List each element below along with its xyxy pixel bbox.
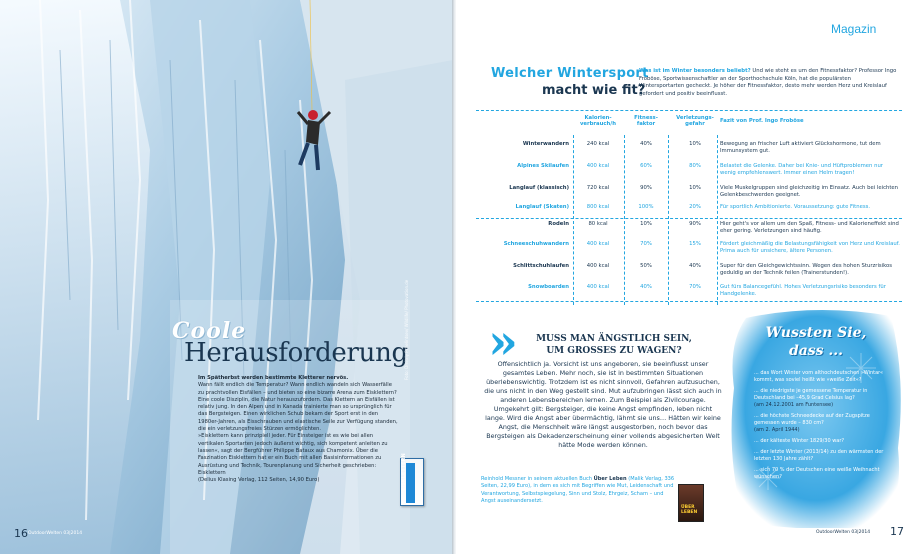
calories-cell: 720 kcal (586, 185, 610, 191)
footer-left: OutdoorWelten 03|2014 (28, 531, 83, 536)
fitness-cell: 10% (640, 221, 652, 227)
right-page (456, 0, 910, 554)
injury-cell: 10% (689, 185, 701, 191)
header-fazit: Fazit von Prof. Ingo Froböse (720, 118, 804, 124)
row-separator (476, 218, 902, 219)
quote-caption-author: Reinhold Messner in seinem aktuellen Buch (481, 476, 593, 482)
fact-answer: (am 24.12.2001 am Funtensee) (754, 402, 834, 408)
intro-question: Was ist im Winter besonders beliebt? (639, 68, 751, 74)
headline-kicker: Coole (172, 318, 247, 344)
injury-cell: 20% (689, 204, 701, 210)
intro-text: Und wie steht es um den Fitnessfaktor? Professor Ingo Froböse, Sportwissenschaftler an der Sporthochschule Köln, hat die populärsten Wintersportarten gecheckt. Je höher der Fitnessfaktor, desto mehr werden Herz und Kreislauf gefordert und positiv beeinflusst. (639, 68, 897, 97)
fact-item (754, 467, 884, 481)
verdict-cell: Viele Muskelgruppen sind gleichzeitig im Einsatz. Auch bei leichten Gelenkbeschwerden geeignet. (720, 185, 899, 198)
footer-right: OutdoorWelten 03|2014 (816, 530, 871, 535)
article-body (198, 375, 398, 484)
fitness-cell: 40% (640, 141, 652, 147)
sport-name: Langlauf (klassisch) (509, 185, 569, 191)
table-title-line-1: Welcher Wintersport (491, 66, 649, 81)
fact-item (754, 438, 884, 445)
sport-name: Schlittschuhlaufen (513, 263, 569, 269)
fact-item (754, 413, 884, 434)
fact-item (754, 449, 884, 463)
fact-question: ... der kälteste Winter 1829/30 war? (754, 438, 845, 444)
fact-item (754, 370, 884, 384)
fact-question: ... der letzte Winter (2013/14) zu den wärmsten der letzten 130 Jahre zählt? (754, 449, 884, 462)
injury-cell: 10% (689, 141, 701, 147)
fact-box-title (746, 324, 886, 360)
fact-list (754, 370, 884, 485)
book-cover-title: EISKLETTERN (401, 453, 407, 491)
photo-credit: Foto: Dmitriy Pchelintsev/ Wildlife/ Photovation.de (404, 279, 409, 380)
quote-caption-book: Über Leben (593, 476, 627, 482)
sport-name: Schneeschuhwandern (503, 241, 569, 247)
quote-heading-line-2: UM GROSSES ZU WAGEN? (546, 346, 682, 356)
fitness-cell: 40% (640, 284, 652, 290)
quote-heading-line-1: MUSS MAN ÄNGSTLICH SEIN, (536, 334, 692, 344)
header-kcal: Kalorien- verbrauch/h (579, 115, 617, 128)
quote-mark-icon: » (488, 314, 518, 370)
article-lead: Im Spätherbst werden bestimmte Kletterer nervös. (198, 375, 349, 381)
fact-box-title-line-1: Wussten Sie, (765, 325, 867, 341)
column-divider (717, 135, 718, 305)
fact-question: ... das Wort Winter vom althochdeutschen »Wintar« kommt, was soviel heißt wie »weiße Zeit«? (754, 370, 884, 383)
fact-question: ... die höchste Schneedecke auf der Zugspitze gemessen wurde – 830 cm? (754, 413, 870, 426)
quote-caption-details: (Malik Verlag, 336 Seiten, 22,99 Euro), in dem es sich mit Begriffen wie Mut, Leidenschaft und Verantwortung, Selbstspiegelung, Sinn und Stolz, Ehrgeiz, Scham – und Angst auseinandersetzt. (481, 476, 675, 504)
injury-cell: 80% (689, 163, 701, 169)
column-divider (573, 135, 574, 305)
book-reference: (Delius Klasing Verlag, 112 Seiten, 14,90 Euro) (198, 477, 320, 484)
header-fitness: Fitness- faktor (634, 115, 658, 128)
calories-cell: 400 kcal (586, 263, 610, 269)
fitness-cell: 50% (640, 263, 652, 269)
sport-name: Snowboarden (528, 284, 569, 290)
injury-cell: 70% (689, 284, 701, 290)
page-number-right: 17 (890, 525, 904, 538)
quote-caption (481, 476, 677, 505)
sport-name: Langlauf (Skaten) (515, 204, 569, 210)
page-number-left: 16 (14, 527, 28, 540)
verdict-cell: Für sportlich Ambitionierte. Voraussetzung: gute Fitness. (720, 204, 871, 210)
book-cover-ueber-leben (678, 484, 704, 522)
quote-heading (534, 333, 694, 357)
fact-box-title-line-2: dass ... (788, 343, 844, 359)
table-bottom-border (476, 301, 902, 302)
fitness-cell: 100% (638, 204, 654, 210)
article-paragraph-2: Eine coole Disziplin, die Natur herauszufordern. Das Klettern an Eisfällen ist relativ jung. In den Alpen und in Kanada trainierte man so ursprünglich für das Bergsteigen. Einen wirklichen Schub bekam der Sport erst in den 1980er-Jahren, als Eisschrauben und elastische Seile zur Verfügung standen, die ein verletzungsfreies Stürzen ermöglichten. (198, 396, 398, 433)
fact-answer: (am 2. April 1944) (754, 427, 800, 433)
article-paragraph-3: »Eisklettern kann prinzipiell jeder. Für Einsteiger ist es wie bei allen vertikalen Sportarten jedoch äußerst wichtig, sich kompetent anleiten zu lassen«, sagt der Bergführer Philippe Bataux aus Chamonix. Über die Faszination Eisklettern hat er ein Buch mit allen Basisinformationen zu Ausrüstung und Technik, Tourenplanung und Sicherheit geschrieben: Eisklettern (198, 433, 388, 476)
section-label: Magazin (831, 22, 877, 36)
headline: Herausforderung (184, 338, 408, 368)
injury-cell: 15% (689, 241, 701, 247)
calories-cell: 400 kcal (586, 241, 610, 247)
book-cover-eisklettern (400, 453, 424, 506)
verdict-cell: Fördert gleichmäßig die Belastungsfähigkeit von Herz und Kreislauf. Prima auch für unsichere, ältere Personen. (720, 241, 900, 254)
verdict-cell: Gut fürs Balancegefühl. Hohes Verletzungsrisiko besonders für Handgelenke. (720, 284, 886, 297)
fitness-cell: 90% (640, 185, 652, 191)
column-divider (624, 135, 625, 305)
verdict-cell: Hier geht's vor allem um den Spaß, Fitness- und Kalorieneffekt sind eher gering. Verletzungen sind häufig. (720, 221, 899, 234)
verdict-cell: Super für den Gleichgewichtssinn. Wegen des hohen Sturzrisikos geduldig an der Technik feilen (Trainerstunden!). (720, 263, 893, 276)
table-intro (639, 68, 897, 98)
calories-cell: 80 kcal (588, 221, 608, 227)
wintersport-table (476, 110, 902, 302)
injury-cell: 40% (689, 263, 701, 269)
verdict-cell: Belastet die Gelenke. Daher bei Knie- und Hüftproblemen nur wenig empfehlenswert. Immer einen Helm tragen! (720, 163, 883, 176)
article-paragraph-1: Wann fällt endlich die Temperatur? Wann endlich wandeln sich Wasserfälle zu prachtvollen Eisfällen – und bieten so eine bizarre Arena zum Eisklettern? (198, 382, 397, 396)
fitness-cell: 70% (640, 241, 652, 247)
fact-question: ... die niedrigste je gemessene Temperatur in Deutschland bei –45,9 Grad Celsius lag? (754, 388, 868, 401)
header-injury: Verletzungs- gefahr (676, 115, 714, 128)
table-title-line-2: macht wie fit? (542, 83, 646, 98)
calories-cell: 800 kcal (586, 204, 610, 210)
column-divider (668, 135, 669, 305)
fact-item (754, 388, 884, 409)
calories-cell: 400 kcal (586, 284, 610, 290)
sport-name: Winterwandern (522, 141, 569, 147)
sport-name: Alpines Skilaufen (517, 163, 569, 169)
left-page (0, 0, 453, 554)
verdict-cell: Bewegung an frischer Luft aktiviert Glückshormone, tut dem Immunsystem gut. (720, 141, 881, 154)
fact-question: ... sich 70 % der Deutschen eine weiße Weihnacht wünschen? (754, 467, 880, 480)
calories-cell: 400 kcal (586, 163, 610, 169)
calories-cell: 240 kcal (586, 141, 610, 147)
book-cover-title: ÜBER LEBEN (681, 505, 698, 515)
injury-cell: 90% (689, 221, 701, 227)
fitness-cell: 60% (640, 163, 652, 169)
sport-name: Rodeln (548, 221, 569, 227)
quote-text: Offensichtlich ja. Vorsicht ist uns angeboren, sie beeinflusst unser gesamtes Leben. Mehr noch, sie ist in bestimmten Situationen überlebenswichtig. Trotzdem ist es nicht sinnvoll, Gefahren aufzusuchen, die uns nicht in den Weg gestellt sind. Mut aufzubringen lässt sich auch in anderen Lebensbereichen lernen. Zum Beispiel als Zivilcourage. Umgekehrt gilt: Bergsteiger, die keine Angst empfinden, leben nicht lange. Wird die Angst aber übermächtig, lähmt sie uns… Hätten wir keine Angst, die Menschheit wäre längst ausgestorben, noch bevor das Bergsteigen als Dekadenzerscheinung einer vollends abgesicherten Welt hätte Mode werden können. (484, 360, 722, 449)
